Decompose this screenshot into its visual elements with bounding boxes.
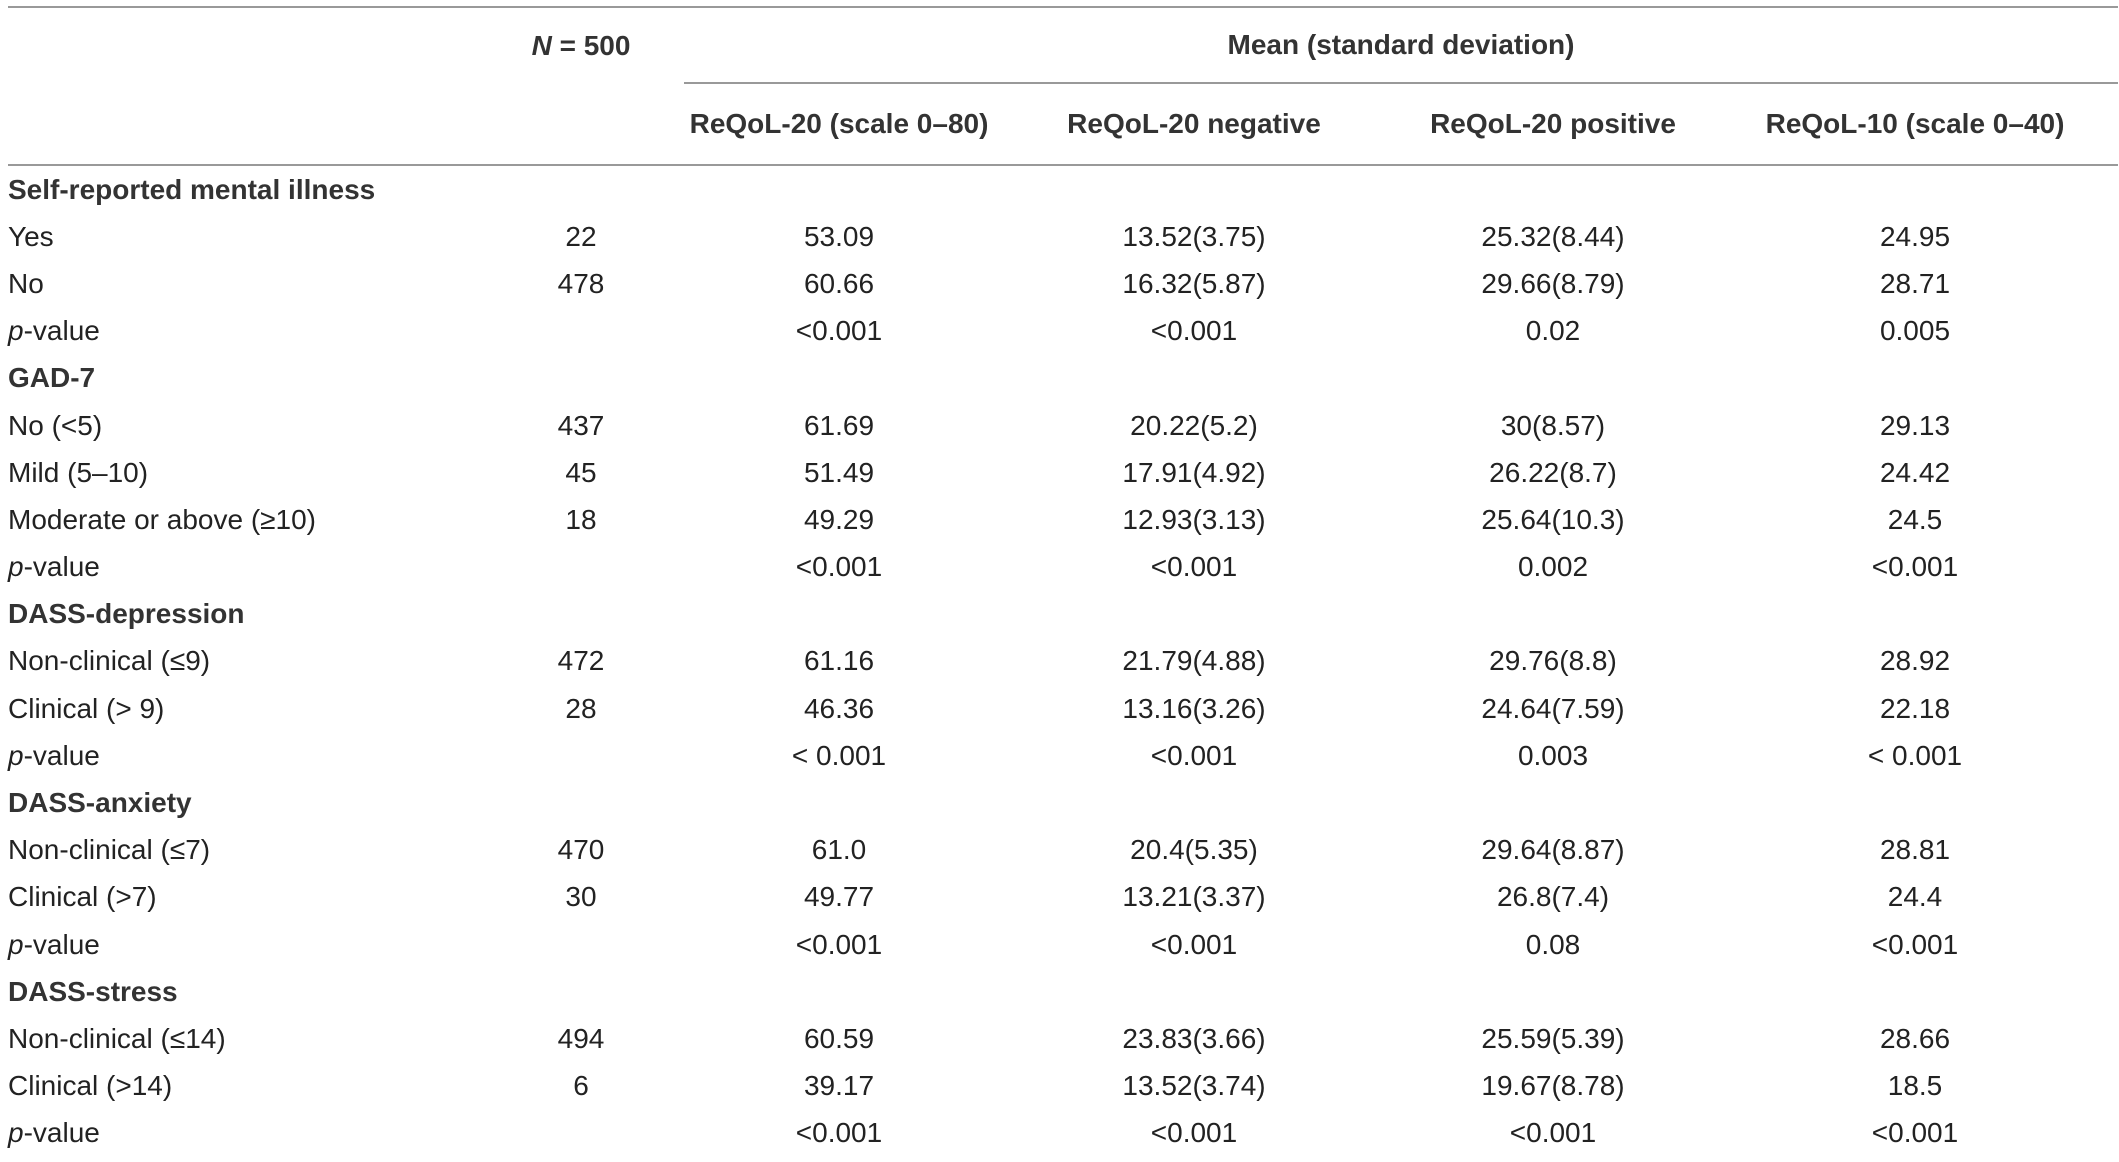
reqol20-cell: 60.66 xyxy=(803,267,875,299)
reqol20-cell: 61.69 xyxy=(803,409,875,441)
row-label: Clinical (>14) xyxy=(8,1070,173,1102)
table-row xyxy=(8,1063,2118,1110)
sample-count-cell xyxy=(478,921,684,968)
group-header-row xyxy=(8,355,2118,402)
pvalue-label: p-value xyxy=(8,739,100,771)
sample-count-cell: 22 xyxy=(565,220,597,252)
reqol20-positive-cell: 29.64(8.87) xyxy=(1481,834,1625,866)
pvalue-label: p-value xyxy=(8,1117,100,1149)
header-empty-cell xyxy=(478,83,684,165)
reqol20-positive-cell: 0.08 xyxy=(1525,928,1581,960)
group-header-row xyxy=(8,165,2118,213)
reqol20-positive-cell: 0.002 xyxy=(1517,551,1589,583)
table-body xyxy=(8,165,2118,1157)
reqol20-cell: <0.001 xyxy=(795,928,883,960)
reqol20-negative-cell: 16.32(5.87) xyxy=(1122,267,1266,299)
sample-count-cell: 6 xyxy=(573,1070,589,1102)
reqol20-cell: 61.16 xyxy=(803,645,875,677)
row-label: No (<5) xyxy=(8,409,103,441)
reqol20-negative-cell: 13.52(3.74) xyxy=(1122,1070,1266,1102)
sample-count-cell: 30 xyxy=(565,881,597,913)
reqol20-cell: 46.36 xyxy=(803,692,875,724)
pvalue-label: p-value xyxy=(8,928,100,960)
pvalue-row xyxy=(8,732,2118,779)
pvalue-row xyxy=(8,544,2118,591)
table-row xyxy=(8,874,2118,921)
reqol20-cell: < 0.001 xyxy=(791,739,887,771)
sample-count-cell xyxy=(478,308,684,355)
reqol20-cell: <0.001 xyxy=(795,1117,883,1149)
sample-count-cell: 18 xyxy=(565,503,597,535)
group-header-row xyxy=(8,591,2118,638)
reqol20-cell: 49.77 xyxy=(803,881,875,913)
column-header-reqol20: ReQoL-20 (scale 0–80) xyxy=(689,108,989,139)
reqol20-negative-cell: 23.83(3.66) xyxy=(1122,1022,1266,1054)
reqol10-cell: 24.42 xyxy=(1879,456,1951,488)
reqol10-cell: 29.13 xyxy=(1879,409,1951,441)
header-row-top xyxy=(8,7,2118,83)
results-table xyxy=(8,6,2118,1157)
pvalue-row xyxy=(8,1110,2118,1157)
table-row xyxy=(8,827,2118,874)
reqol10-cell: <0.001 xyxy=(1871,551,1959,583)
sample-count-cell xyxy=(478,544,684,591)
group-header-row xyxy=(8,968,2118,1015)
group-title: DASS-depression xyxy=(8,598,245,630)
row-label: Clinical (>7) xyxy=(8,881,157,913)
reqol20-negative-cell: <0.001 xyxy=(1150,739,1238,771)
reqol10-cell: 28.81 xyxy=(1879,834,1951,866)
reqol10-cell: < 0.001 xyxy=(1867,739,1963,771)
table-header xyxy=(8,7,2118,165)
reqol20-negative-cell: 12.93(3.13) xyxy=(1122,503,1266,535)
reqol20-cell: <0.001 xyxy=(795,315,883,347)
reqol10-cell: <0.001 xyxy=(1871,928,1959,960)
pvalue-label: p-value xyxy=(8,315,100,347)
reqol20-positive-cell: 0.02 xyxy=(1525,315,1581,347)
pvalue-label: p-value xyxy=(8,551,100,583)
sample-count-cell: 45 xyxy=(565,456,597,488)
header-row-columns xyxy=(8,83,2118,165)
reqol20-negative-cell: <0.001 xyxy=(1150,928,1238,960)
group-header-row xyxy=(8,779,2118,826)
group-title: DASS-anxiety xyxy=(8,787,192,819)
sample-count-cell: 28 xyxy=(565,692,597,724)
reqol20-positive-cell: 29.76(8.8) xyxy=(1489,645,1617,677)
reqol20-negative-cell: 13.16(3.26) xyxy=(1122,692,1266,724)
reqol20-positive-cell: 25.64(10.3) xyxy=(1481,503,1625,535)
reqol20-positive-cell: 24.64(7.59) xyxy=(1481,692,1625,724)
column-header-reqol20-positive: ReQoL-20 positive xyxy=(1430,108,1676,139)
reqol20-negative-cell: 20.22(5.2) xyxy=(1130,409,1258,441)
mean-sd-header: Mean (standard deviation) xyxy=(684,7,2118,83)
sample-count-cell: 478 xyxy=(557,267,605,299)
reqol20-positive-cell: 19.67(8.78) xyxy=(1481,1070,1625,1102)
sample-count-cell: 472 xyxy=(557,645,605,677)
table-row xyxy=(8,638,2118,685)
header-empty-cell xyxy=(8,83,478,165)
reqol20-negative-cell: <0.001 xyxy=(1150,315,1238,347)
reqol20-positive-cell: 26.8(7.4) xyxy=(1496,881,1610,913)
reqol10-cell: 18.5 xyxy=(1887,1070,1943,1102)
data-table-container xyxy=(8,6,2118,1157)
row-label: Clinical (> 9) xyxy=(8,692,165,724)
reqol20-cell: 60.59 xyxy=(803,1022,875,1054)
pvalue-row xyxy=(8,921,2118,968)
sample-count-cell: 437 xyxy=(557,409,605,441)
reqol10-cell: 24.95 xyxy=(1879,220,1951,252)
sample-size-header: N = 500 xyxy=(531,29,631,61)
reqol20-cell: 49.29 xyxy=(803,503,875,535)
row-label: Non-clinical (≤14) xyxy=(8,1022,226,1054)
reqol10-cell: 28.71 xyxy=(1879,267,1951,299)
reqol20-cell: 51.49 xyxy=(803,456,875,488)
pvalue-row xyxy=(8,308,2118,355)
reqol20-negative-cell: <0.001 xyxy=(1150,1117,1238,1149)
header-empty-cell xyxy=(8,7,478,83)
reqol10-cell: 24.4 xyxy=(1887,881,1943,913)
table-row xyxy=(8,1015,2118,1062)
reqol20-cell: 39.17 xyxy=(803,1070,875,1102)
table-row xyxy=(8,449,2118,496)
sample-count-cell xyxy=(478,732,684,779)
reqol20-positive-cell: <0.001 xyxy=(1509,1117,1597,1149)
table-row xyxy=(8,402,2118,449)
row-label: Non-clinical (≤7) xyxy=(8,834,211,866)
row-label: Non-clinical (≤9) xyxy=(8,645,211,677)
reqol10-cell: 28.92 xyxy=(1879,645,1951,677)
reqol20-negative-cell: 20.4(5.35) xyxy=(1130,834,1258,866)
reqol20-cell: <0.001 xyxy=(795,551,883,583)
reqol20-negative-cell: 13.52(3.75) xyxy=(1122,220,1266,252)
reqol20-positive-cell: 29.66(8.79) xyxy=(1481,267,1625,299)
row-label: Yes xyxy=(8,220,54,252)
reqol20-positive-cell: 25.32(8.44) xyxy=(1481,220,1625,252)
table-row xyxy=(8,685,2118,732)
reqol20-negative-cell: 21.79(4.88) xyxy=(1122,645,1266,677)
reqol20-positive-cell: 26.22(8.7) xyxy=(1489,456,1617,488)
table-row xyxy=(8,213,2118,260)
reqol10-cell: 28.66 xyxy=(1879,1022,1951,1054)
reqol20-cell: 61.0 xyxy=(811,834,867,866)
table-row xyxy=(8,260,2118,307)
sample-count-cell: 470 xyxy=(557,834,605,866)
group-title: GAD-7 xyxy=(8,362,96,394)
reqol20-cell: 53.09 xyxy=(803,220,875,252)
reqol10-cell: 22.18 xyxy=(1879,692,1951,724)
column-header-reqol20-negative: ReQoL-20 negative xyxy=(1067,108,1321,139)
row-label: No xyxy=(8,267,44,299)
table-row xyxy=(8,496,2118,543)
group-title: Self-reported mental illness xyxy=(8,173,376,205)
reqol20-positive-cell: 25.59(5.39) xyxy=(1481,1022,1625,1054)
sample-count-cell: 494 xyxy=(557,1022,605,1054)
column-header-reqol10: ReQoL-10 (scale 0–40) xyxy=(1765,108,2065,139)
reqol10-cell: 24.5 xyxy=(1887,503,1943,535)
reqol20-negative-cell: 17.91(4.92) xyxy=(1122,456,1266,488)
row-label: Mild (5–10) xyxy=(8,456,149,488)
reqol20-negative-cell: <0.001 xyxy=(1150,551,1238,583)
reqol10-cell: <0.001 xyxy=(1871,1117,1959,1149)
reqol20-positive-cell: 30(8.57) xyxy=(1500,409,1606,441)
reqol20-negative-cell: 13.21(3.37) xyxy=(1122,881,1266,913)
reqol10-cell: 0.005 xyxy=(1879,315,1951,347)
group-title: DASS-stress xyxy=(8,975,178,1007)
sample-count-cell xyxy=(478,1110,684,1157)
row-label: Moderate or above (≥10) xyxy=(8,503,316,535)
reqol20-positive-cell: 0.003 xyxy=(1517,739,1589,771)
